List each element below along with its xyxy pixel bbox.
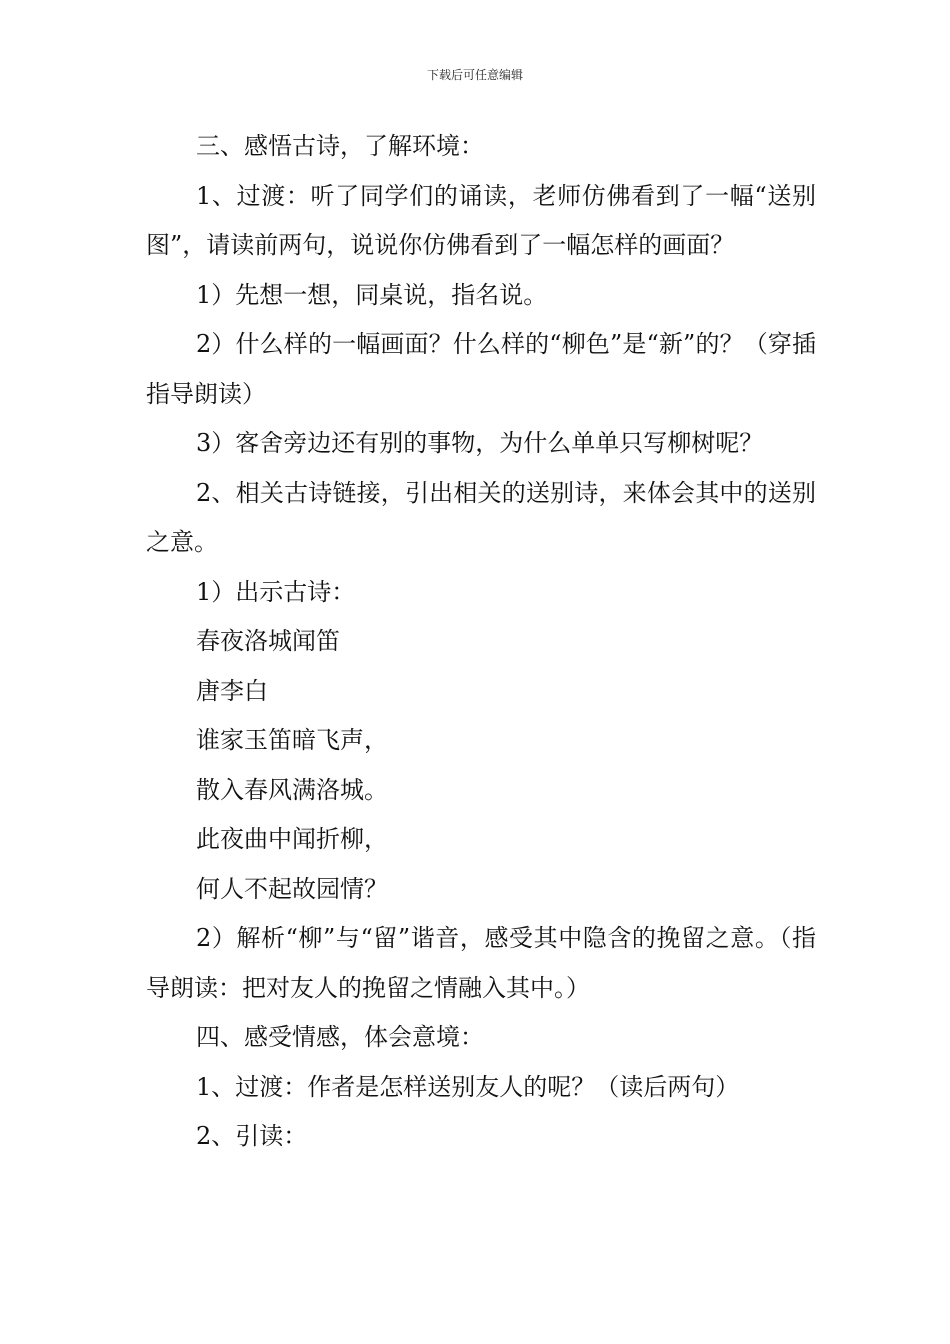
poem-line: 谁家玉笛暗飞声，	[196, 726, 388, 754]
paragraph-transition-2: 1、过渡：作者是怎样送别友人的呢？（读后两句）	[196, 1072, 740, 1101]
poem-title: 春夜洛城闻笛	[196, 627, 340, 655]
document-body	[146, 122, 816, 1162]
poem-author: 唐李白	[196, 676, 268, 705]
page-header-note: 下载后可任意编辑	[426, 68, 523, 82]
paragraph-analysis: 2）解析“柳”与“留”谐音，感受其中隐含的挽留之意。（指导朗读：把对友人的挽留之情融入其中。）	[146, 924, 816, 1002]
paragraph-guided-reading: 2、引读：	[196, 1122, 308, 1150]
poem-line: 此夜曲中闻折柳，	[196, 825, 388, 853]
paragraph-step-2: 2）什么样的一幅画面？什么样的“柳色”是“新”的？（穿插指导朗读）	[146, 330, 816, 408]
paragraph-step-3: 3）客舍旁边还有别的事物，为什么单单只写柳树呢？	[196, 429, 764, 457]
poem-line: 散入春风满洛城。	[196, 775, 388, 804]
poem-block	[146, 617, 816, 914]
section-heading-3: 三、感悟古诗，了解环境：	[196, 132, 484, 160]
paragraph-show-poem: 1）出示古诗：	[196, 577, 356, 606]
paragraph-transition: 1、过渡：听了同学们的诵读，老师仿佛看到了一幅“送别图”，请读前两句，说说你仿佛看到了一幅怎样的画面？	[146, 181, 816, 259]
section-heading-4: 四、感受情感，体会意境：	[196, 1023, 484, 1051]
poem-line: 何人不起故园情？	[196, 874, 388, 903]
paragraph-step-1: 1）先想一想，同桌说，指名说。	[196, 280, 548, 309]
paragraph-poem-link: 2、相关古诗链接，引出相关的送别诗，来体会其中的送别之意。	[146, 478, 816, 556]
